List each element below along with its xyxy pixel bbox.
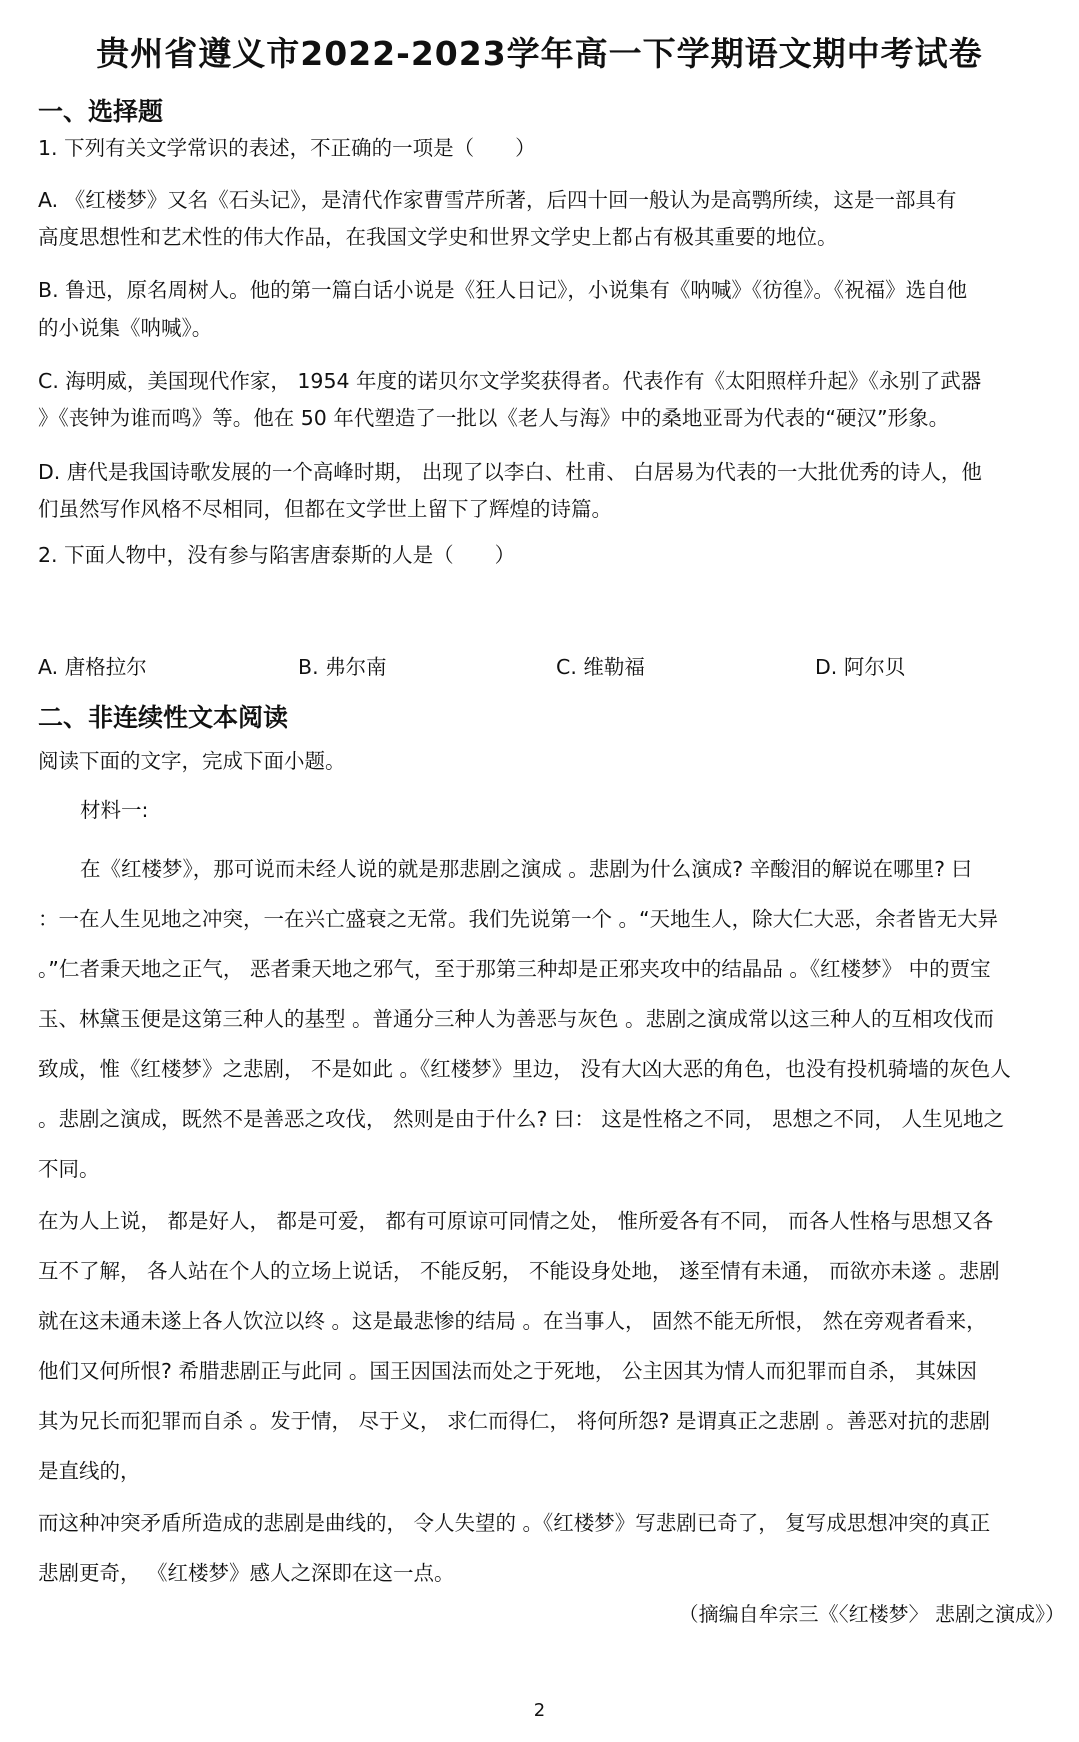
question-1-option-a-line2: 高度思想性和艺术性的伟大作品，在我国文学史和世界文学史上都占有极其重要的地位。 [38,225,838,249]
question-1-option-d-line2: 们虽然写作风格不尽相同，但都在文学世上留下了辉煌的诗篇。 [38,497,612,521]
passage-line: 不同。 [38,1157,100,1181]
reading-instructions: 阅读下面的文字，完成下面小题。 [38,749,346,773]
passage-line: 其为兄长而犯罪而自杀 。发于情， 尽于义， 求仁而得仁， 将何所怨? 是谓真正之悲剧 。善恶对抗的悲剧 [38,1409,990,1433]
question-1-option-d-line1: D. 唐代是我国诗歌发展的一个高峰时期， 出现了以李白、杜甫、 白居易为代表的一大批优秀的诗人，他 [38,460,982,484]
passage-line: 。悲剧之演成，既然不是善恶之攻伐， 然则是由于什么? 曰： 这是性格之不同， 思想之不同， 人生见地之 [38,1107,1004,1131]
section-heading-choice: 一、选择题 [38,97,164,126]
question-2-stem: 2. 下面人物中，没有参与陷害唐泰斯的人是（ ） [38,543,516,567]
passage-line: 致成，惟《红楼梦》之悲剧， 不是如此 。《红楼梦》里边， 没有大凶大恶的角色，也没有投机骑墙的灰色人 [38,1057,1011,1081]
question-2-option-d: D. 阿尔贝 [815,655,906,679]
passage-paragraph-3 [38,1498,1048,1598]
question-1-option-c-line2: 》《丧钟为谁而鸣》等。他在 50 年代塑造了一批以《老人与海》中的桑地亚哥为代表的“硬汉”形象。 [38,406,950,430]
question-1-option-a-line1: A. 《红楼梦》又名《石头记》，是清代作家曹雪芹所著，后四十回一般认为是高鹗所续，这是一部具有 [38,188,957,212]
question-2-option-a: A. 唐格拉尔 [38,655,147,679]
passage-paragraph-1 [38,844,1048,1194]
question-1-option-b-line1: B. 鲁迅，原名周树人。他的第一篇白话小说是《狂人日记》，小说集有《呐喊》《彷徨》。《祝福》选自他 [38,278,968,302]
passage-line: 玉、林黛玉便是这第三种人的基型 。普通分三种人为善恶与灰色 。悲剧之演成常以这三种人的互相攻伐而 [38,1007,995,1031]
question-2-option-c: C. 维勒福 [556,655,645,679]
page-number: 2 [533,1700,546,1721]
page-title: 贵州省遵义市2022-2023学年高一下学期语文期中考试卷 [96,34,983,73]
passage-line: ：一在人生见地之冲突，一在兴亡盛衰之无常。我们先说第一个 。“天地生人，除大仁大恶，余者皆无大异 [38,907,999,931]
material-label: 材料一: [80,798,149,822]
passage-line: 他们又何所恨? 希腊悲剧正与此同 。国王因国法而处之于死地， 公主因其为情人而犯罪而自杀， 其妹因 [38,1359,977,1383]
passage-line: 就在这未通未遂上各人饮泣以终 。这是最悲惨的结局 。在当事人， 固然不能无所恨， 然在旁观者看来， [38,1309,987,1333]
passage-paragraph-2 [38,1196,1048,1496]
section-heading-reading: 二、非连续性文本阅读 [38,703,289,732]
passage-line: 。”仁者秉天地之正气， 恶者秉天地之邪气，至于那第三种却是正邪夹攻中的结晶品 。《红楼梦》 中的贾宝 [38,957,991,981]
passage-source-citation: （摘编自牟宗三《〈红楼梦〉 悲剧之演成》） [678,1602,1065,1626]
passage-line: 在为人上说， 都是好人， 都是可爱， 都有可原谅可同情之处， 惟所爱各有不同， 而各人性格与思想又各 [38,1209,994,1233]
passage-line: 而这种冲突矛盾所造成的悲剧是曲线的， 令人失望的 。《红楼梦》写悲剧已奇了， 复写成思想冲突的真正 [38,1511,991,1535]
question-2-option-b: B. 弗尔南 [298,655,387,679]
question-1-option-c-line1: C. 海明威，美国现代作家， 1954 年度的诺贝尔文学奖获得者。代表作有《太阳照样升起》《永别了武器 [38,369,982,393]
question-1-stem: 1. 下列有关文学常识的表述，不正确的一项是（ ） [38,136,536,160]
passage-line: 互不了解， 各人站在个人的立场上说话， 不能反躬， 不能设身处地， 遂至情有未通， 而欲亦未遂 。悲剧 [38,1259,1000,1283]
passage-line: 是直线的， [38,1459,141,1483]
passage-line: 在《红楼梦》，那可说而未经人说的就是那悲剧之演成 。悲剧为什么演成? 辛酸泪的解说在哪里? 曰 [80,857,973,881]
question-1-option-b-line2: 的小说集《呐喊》。 [38,316,213,340]
passage-line: 悲剧更奇， 《红楼梦》感人之深即在这一点。 [38,1561,455,1585]
